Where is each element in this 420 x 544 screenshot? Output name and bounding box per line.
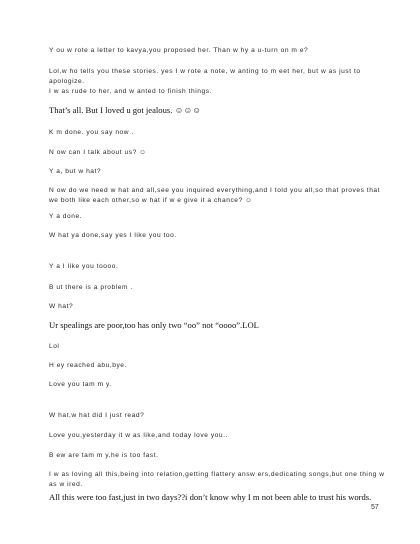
- narration-line: All this were too fast,just in two days??i don’t know why I m not been able to trust his words.: [49, 492, 372, 502]
- dialogue-line: W hat ya done,say yes I like you too.: [49, 232, 177, 239]
- dialogue-line: Y ou w rote a letter to kavya,you proposed her. Than w hy a u-turn on m e?: [49, 47, 309, 54]
- dialogue-line: Lol,w ho tells you these stories. yes I w rote a note, w anting to m eet her, but w as just to apologize.: [49, 68, 361, 85]
- narration-line: Ur spealings are poor,too has only two “oo” not “oooo”.LOL: [49, 320, 259, 330]
- dialogue-line: W hat?: [49, 303, 74, 310]
- dialogue-line: I w as rude to her, and w anted to finish things.: [49, 88, 212, 95]
- dialogue-line: Lol: [49, 343, 60, 350]
- dialogue-line: N ow do we need w hat and all,see you inquired everything,and I told you all,so that proves that we both like each other,so w hat if w e give it a chance? ☺: [49, 187, 381, 204]
- dialogue-line: H ey reached abu,bye.: [49, 362, 127, 369]
- dialogue-line: Y a I like you toooo.: [49, 263, 119, 270]
- dialogue-line: B ut there is a problem .: [49, 284, 133, 291]
- dialogue-line: Y a done.: [49, 213, 83, 220]
- dialogue-line: Love you tam m y.: [49, 381, 112, 388]
- dialogue-line: Y a, but w hat?: [49, 168, 102, 175]
- page-number: 57: [371, 504, 379, 511]
- dialogue-line: N ow can I talk about us? ☺: [49, 149, 147, 156]
- dialogue-line: K m done. you say now .: [49, 129, 134, 136]
- dialogue-line: W hat,w hat did I just read?: [49, 412, 145, 419]
- dialogue-line: B ew are tam m y,he is too fast.: [49, 452, 159, 459]
- dialogue-line: Love you,yesterday it w as like,and today love you..: [49, 432, 228, 439]
- dialogue-line: I w as loving all this,being into relation,getting flattery answ ers,dedicating songs,but one thing w as w ired.: [49, 471, 385, 488]
- narration-line: That’s all. But I loved u got jealous. ☺☺☺: [49, 105, 201, 115]
